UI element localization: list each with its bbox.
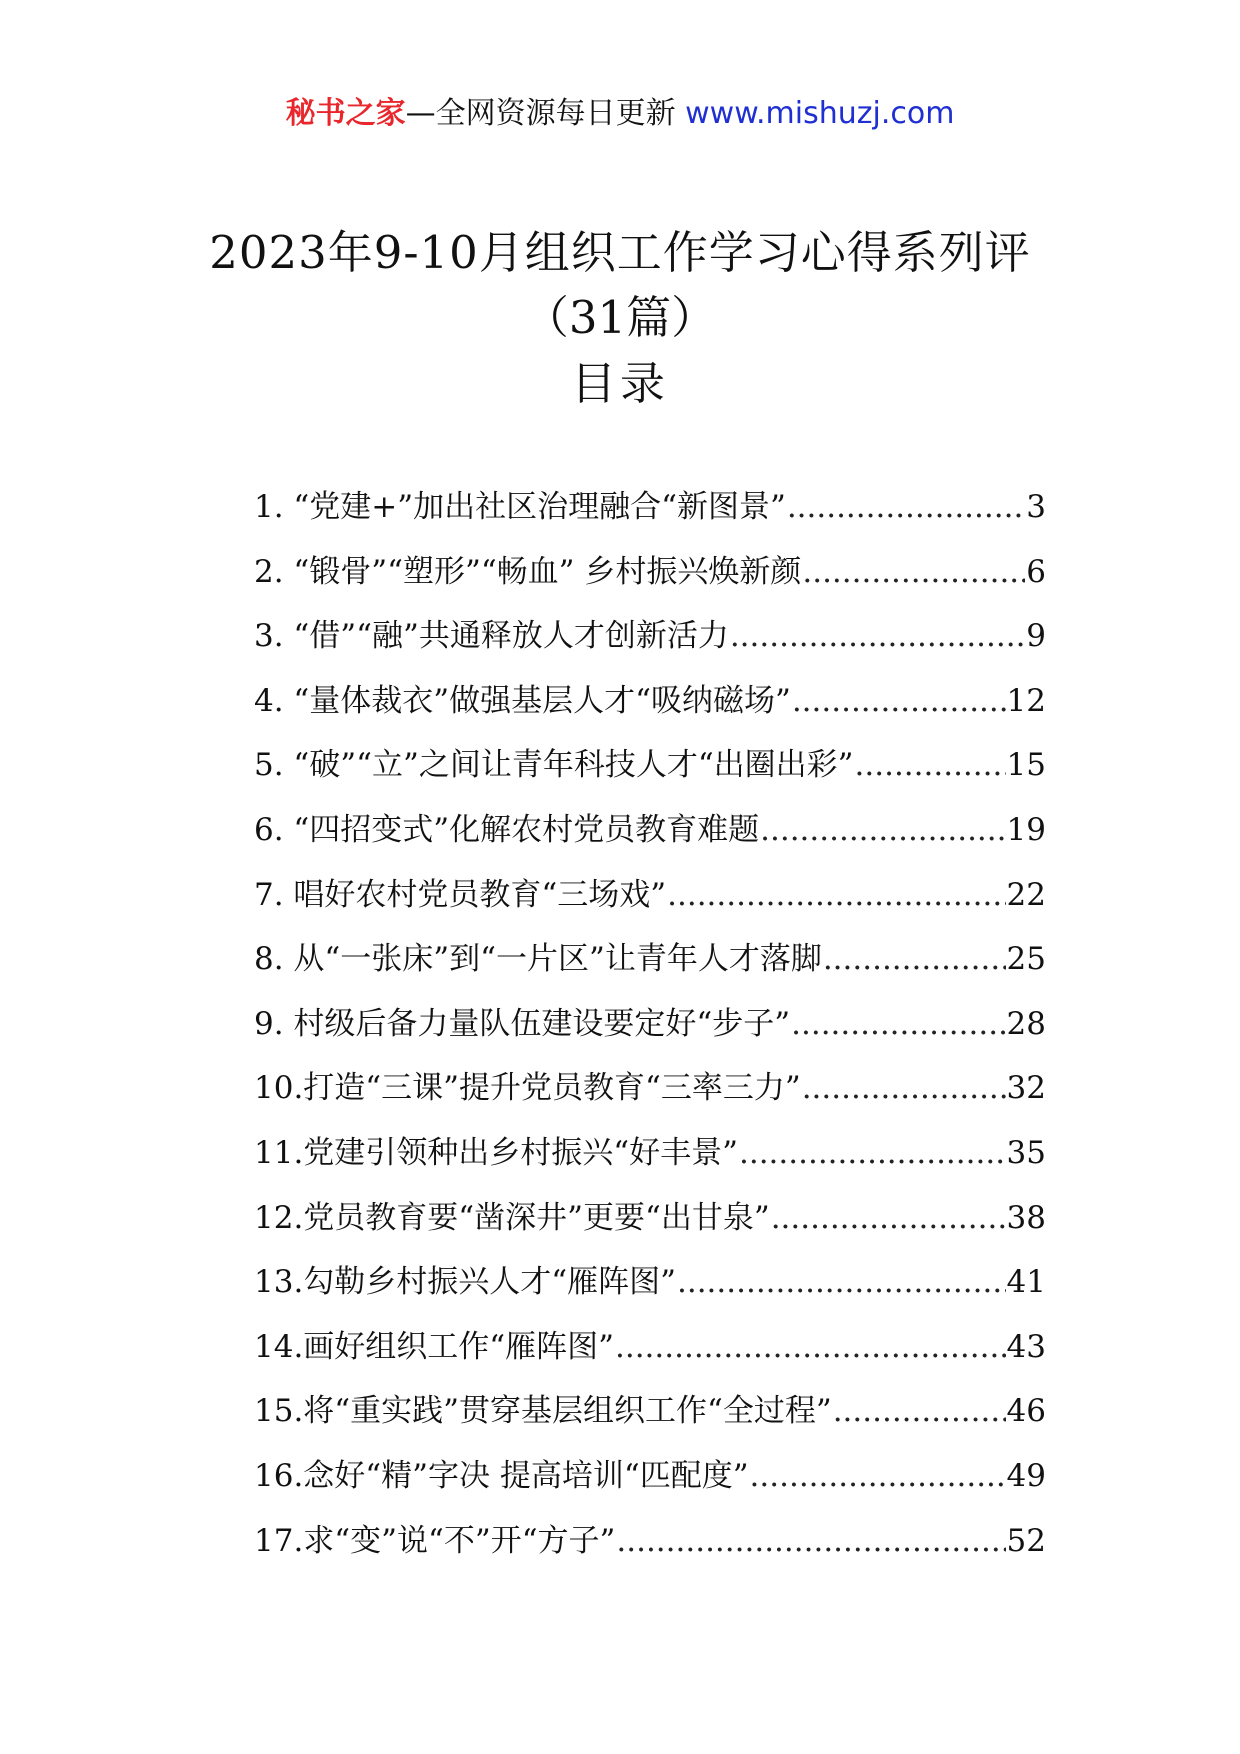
toc-entry-title: 9. 村级后备力量队伍建设要定好“步子”	[254, 1005, 791, 1042]
toc-entry-page: 6	[1026, 553, 1046, 590]
toc-entry-title: 14.画好组织工作“雁阵图”	[254, 1328, 614, 1365]
toc-entry[interactable]	[254, 1133, 1046, 1198]
toc-entry[interactable]	[254, 875, 1046, 940]
toc-entry-title: 5. “破”“立”之间让青年科技人才“出圈出彩”	[254, 747, 854, 784]
toc-leader-dots	[855, 745, 1006, 785]
document-title: 2023年9-10月组织工作学习心得系列评	[209, 226, 1031, 279]
toc-entry[interactable]	[254, 552, 1046, 617]
toc-entry[interactable]	[254, 1068, 1046, 1133]
toc-leader-dots	[792, 681, 1006, 721]
toc-entry-title: 11.党建引领种出乡村振兴“好丰景”	[254, 1134, 738, 1171]
toc-entry[interactable]	[254, 939, 1046, 1004]
toc-entry-page: 52	[1006, 1522, 1046, 1559]
toc-entry-title: 8. 从“一张床”到“一片区”让青年人才落脚	[254, 941, 822, 978]
toc-entry-title: 3. “借”“融”共通释放人才创新活力	[254, 618, 729, 655]
toc-entry-page: 28	[1006, 1005, 1046, 1042]
toc-entry-page: 32	[1006, 1070, 1046, 1107]
toc-leader-dots	[667, 875, 1005, 915]
toc-entry-title: 10.打造“三课”提升党员教育“三率三力”	[254, 1070, 801, 1107]
toc-entry-title: 16.念好“精”字决 提高培训“匹配度”	[254, 1457, 749, 1494]
toc-entry-title: 6. “四招变式”化解农村党员教育难题	[254, 811, 760, 848]
toc-entry-page: 41	[1006, 1264, 1046, 1301]
header-tagline: —全网资源每日更新	[405, 96, 686, 131]
toc-entry-title: 4. “量体裁衣”做强基层人才“吸纳磁场”	[254, 682, 791, 719]
toc-entry[interactable]	[254, 616, 1046, 681]
toc-heading: 目录	[570, 357, 669, 410]
toc-entry[interactable]	[254, 681, 1046, 746]
toc-entry[interactable]	[254, 1456, 1046, 1521]
toc-leader-dots	[730, 616, 1025, 656]
toc-entry-page: 25	[1006, 941, 1046, 978]
toc-entry[interactable]	[254, 1521, 1046, 1586]
document-subtitle: （31篇）	[523, 291, 717, 344]
toc-leader-dots	[791, 1004, 1005, 1044]
toc-entry-title: 13.勾勒乡村振兴人才“雁阵图”	[254, 1264, 676, 1301]
toc-entry[interactable]	[254, 1391, 1046, 1456]
toc-leader-dots	[771, 1198, 1006, 1238]
toc-entry-title: 7. 唱好农村党员教育“三场戏”	[254, 876, 667, 913]
toc-entry-page: 49	[1006, 1457, 1046, 1494]
toc-leader-dots	[615, 1327, 1006, 1367]
toc-entry[interactable]	[254, 745, 1046, 810]
toc-entry-page: 43	[1006, 1328, 1046, 1365]
toc-entry-title: 12.党员教育要“凿深井”更要“出甘泉”	[254, 1199, 770, 1236]
toc-leader-dots	[833, 1391, 1006, 1431]
toc-leader-dots	[787, 487, 1025, 527]
toc-leader-dots	[739, 1133, 1006, 1173]
toc-entry-page: 12	[1006, 682, 1046, 719]
toc-entry-page: 38	[1006, 1199, 1046, 1236]
toc-entry[interactable]	[254, 810, 1046, 875]
table-of-contents	[254, 487, 1046, 1585]
toc-entry-title: 2. “锻骨”“塑形”“畅血” 乡村振兴焕新颜	[254, 553, 802, 590]
toc-leader-dots	[802, 552, 1025, 592]
toc-leader-dots	[616, 1521, 1005, 1561]
toc-entry-page: 46	[1006, 1393, 1046, 1430]
site-url-link[interactable]: www.mishuzj.com	[685, 96, 955, 131]
toc-leader-dots	[823, 939, 1006, 979]
toc-entry[interactable]	[254, 487, 1046, 552]
toc-entry-page: 9	[1026, 618, 1046, 655]
site-header	[0, 94, 1240, 134]
toc-entry-title: 1. “党建+”加出社区治理融合“新图景”	[254, 489, 786, 525]
toc-entry-title: 17.求“变”说“不”开“方子”	[254, 1522, 616, 1559]
toc-entry-page: 35	[1006, 1134, 1046, 1171]
brand-name: 秘书之家	[285, 96, 406, 131]
toc-leader-dots	[760, 810, 1005, 850]
toc-leader-dots	[802, 1068, 1006, 1108]
toc-entry[interactable]	[254, 1262, 1046, 1327]
toc-entry-page: 22	[1006, 876, 1046, 913]
toc-entry-title: 15.将“重实践”贯穿基层组织工作“全过程”	[254, 1393, 832, 1430]
toc-leader-dots	[677, 1262, 1006, 1302]
toc-entry[interactable]	[254, 1198, 1046, 1263]
toc-entry-page: 3	[1026, 489, 1046, 525]
toc-entry-page: 15	[1006, 747, 1046, 784]
toc-leader-dots	[750, 1456, 1006, 1496]
toc-entry-page: 19	[1006, 811, 1046, 848]
toc-entry[interactable]	[254, 1004, 1046, 1069]
toc-entry[interactable]	[254, 1327, 1046, 1392]
